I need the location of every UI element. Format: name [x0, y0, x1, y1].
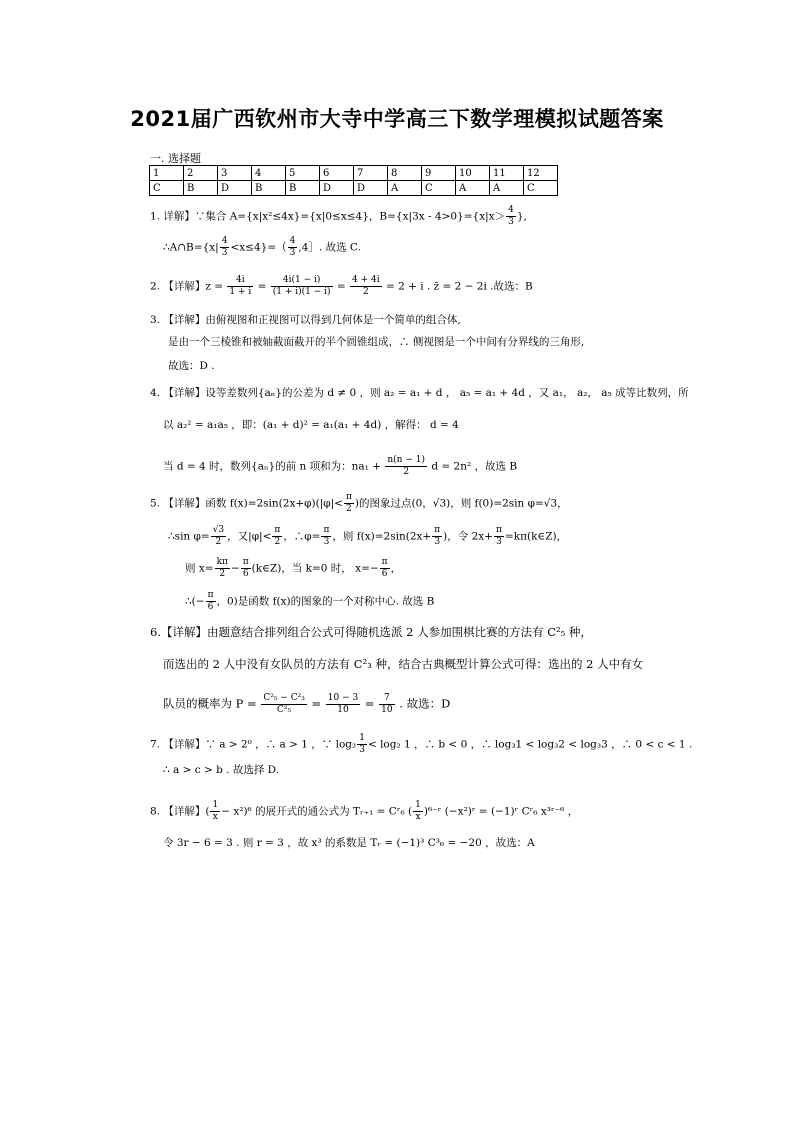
fraction-numerator: √3 [212, 525, 225, 535]
table-cell: 12 [524, 166, 558, 181]
q8-text: )⁶⁻ʳ (−x²)ʳ = (−1)ʳ Cʳ₆ x³ʳ⁻⁶ ， [423, 805, 579, 818]
q6-text: 队员的概率为 P = [163, 696, 257, 711]
fraction-denominator: 3 [359, 745, 365, 755]
fraction [220, 236, 230, 259]
q8-line2: 令 3r − 6 = 3 . 则 r = 3 ，故 x³ 的系数是 Tᵣ = (−1)³ C³₆ = −20 ，故选：A [163, 837, 535, 849]
q4-text: 当 d = 4 时，数列{aₙ}的前 n 项和为：na₁ + [163, 460, 382, 473]
fraction-denominator: (1 + i)(1 − i) [272, 287, 331, 297]
fraction-denominator: C²₅ [277, 705, 292, 715]
q2-text: = [257, 280, 267, 293]
fraction [288, 236, 298, 259]
table-cell: 8 [388, 166, 422, 181]
q1-text: ,4］. 故选 C. [298, 241, 361, 254]
fraction-numerator: 4i [227, 275, 253, 287]
fraction-numerator: π [345, 492, 352, 502]
fraction-numerator: 10 − 3 [327, 693, 359, 703]
q1-text: ∴A∩B={x| [163, 241, 219, 254]
q5-text: ，0)是函数 f(x)的图象的一个对称中心. 故选 B [216, 595, 435, 608]
q5-text: ，则 f(x)=2sin(2x+ [332, 530, 432, 543]
q3-line3: 故选：D . [168, 360, 215, 372]
answer-table [149, 165, 558, 196]
fraction-numerator: π [207, 590, 214, 600]
fraction-denominator: 6 [242, 569, 249, 579]
q4-line1: 4. 【详解】设等差数列{aₙ}的公差为 d ≠ 0 ，则 a₂ = a₁ + d ， a₅ = a₁ + 4d ，又 a₁， a₂， a₅ 成等比数列，所 [150, 387, 689, 399]
q8-line1 [150, 800, 578, 823]
q1-line2 [163, 236, 361, 259]
q3-line2: 是由一个三棱锥和被轴截面截开的半个圆锥组成，∴ 侧视图是一个中间有分界线的三角形, [168, 336, 585, 348]
fraction-numerator: n(n − 1) [387, 455, 425, 465]
fraction [344, 492, 354, 515]
fraction-denominator: 3 [496, 537, 502, 547]
fraction [321, 525, 331, 548]
q3-line1: 3. 【详解】由俯视图和正视图可以得到几何体是一个简单的组合体, [150, 314, 461, 326]
table-cell: C [150, 181, 184, 196]
q5-text: (k∈Z)，当 k=0 时， x=− [251, 562, 379, 575]
fraction [227, 275, 253, 298]
fraction [211, 525, 226, 548]
table-cell: A [456, 181, 490, 196]
fraction-numerator: π [323, 525, 330, 535]
answer-table-number-row [150, 166, 558, 181]
fraction-numerator: kπ [216, 557, 228, 567]
fraction-numerator: 4 [221, 236, 228, 246]
fraction-denominator: 2 [403, 467, 410, 477]
fraction [210, 800, 220, 823]
fraction [413, 800, 423, 823]
q1-text: }, [516, 210, 527, 223]
fraction-denominator: 6 [381, 569, 388, 579]
fraction-denominator: x [212, 812, 218, 822]
q4-text: d = 2n² ，故选 B [431, 460, 518, 473]
fraction [432, 525, 442, 548]
fraction-numerator: π [274, 525, 281, 535]
table-cell: C [524, 181, 558, 196]
q5-line1 [150, 492, 568, 515]
q7-text: 7. 【详解】∵ a > 2⁰ ，∴ a > 1 ，∵ log₂ [150, 738, 357, 751]
q6-line1: 6.【详解】由题意结合排列组合公式可得随机选派 2 人参加围棋比赛的方法有 C²₅ 种， [150, 625, 592, 639]
fraction-denominator: 3 [434, 537, 441, 547]
fraction-denominator: 10 [381, 705, 393, 715]
q2-text: 2. 【详解】z = [150, 280, 224, 293]
fraction [506, 205, 516, 228]
fraction-numerator: 4 [289, 236, 296, 246]
q5-text: ∴(− [185, 595, 205, 608]
fraction [261, 693, 306, 716]
q4-line2: 以 a₂² = a₁a₅ ，即：(a₁ + d)² = a₁(a₁ + 4d) ，解得： d = 4 [163, 419, 459, 431]
fraction-numerator: π [495, 525, 502, 535]
q2-text: = 2 + i . z̄ = 2 − 2i .故选：B [385, 280, 533, 293]
table-cell: A [490, 181, 524, 196]
fraction [241, 557, 251, 580]
table-cell: B [286, 181, 320, 196]
section-heading: 一. 选择题 [150, 152, 201, 165]
fraction-denominator: 3 [221, 248, 228, 258]
fraction-denominator: 6 [207, 602, 214, 612]
table-cell: B [252, 181, 286, 196]
fraction-numerator: 4 + 4i [352, 275, 380, 285]
fraction [385, 455, 427, 478]
table-cell: C [422, 181, 456, 196]
q5-text: ， [390, 562, 402, 575]
q7-line1 [150, 733, 692, 756]
fraction [350, 275, 382, 298]
q7-line2: ∴ a > c > b . 故选择 D. [163, 764, 280, 776]
table-cell: D [320, 181, 354, 196]
table-cell: 10 [456, 166, 490, 181]
q5-line2 [168, 525, 567, 548]
answer-table-answer-row [150, 181, 558, 196]
table-cell: D [218, 181, 252, 196]
fraction [379, 693, 394, 716]
q5-text: )的图象过点(0，√3)，则 f(0)=2sin φ=√3， [354, 497, 568, 510]
q1-text: <x≤4}=（ [230, 241, 287, 254]
fraction [272, 525, 282, 548]
fraction [215, 557, 230, 580]
page-title: 2021届广西钦州市大寺中学高三下数学理模拟试题答案 [130, 107, 664, 131]
fraction-numerator: C²₅ − C²₃ [263, 693, 305, 703]
table-cell: 11 [490, 166, 524, 181]
fraction-numerator: π [381, 557, 388, 567]
fraction [380, 557, 390, 580]
fraction-numerator: 1 [359, 733, 365, 743]
fraction-denominator: 1 + i [229, 287, 252, 297]
fraction-numerator: π [434, 525, 441, 535]
q8-text: 8. 【详解】( [150, 805, 210, 818]
fraction [326, 693, 360, 716]
fraction-numerator: 1 [415, 800, 421, 810]
table-cell: 6 [320, 166, 354, 181]
table-cell: 3 [218, 166, 252, 181]
table-cell: 1 [150, 166, 184, 181]
q4-line3 [163, 455, 517, 478]
fraction-denominator: 2 [219, 569, 226, 579]
q5-text: ∴sin φ= [168, 530, 210, 543]
q5-line3 [185, 557, 401, 580]
fraction-denominator: 3 [508, 217, 514, 227]
table-cell: 9 [422, 166, 456, 181]
q5-text: )，令 2x+ [443, 530, 493, 543]
q5-text: − [230, 562, 240, 575]
q6-line2: 而选出的 2 人中没有女队员的方法有 C²₃ 种，结合古典概型计算公式可得：选出的 2 人中有女 [163, 657, 644, 671]
fraction-numerator: 1 [212, 800, 219, 810]
q2-line1 [150, 275, 533, 298]
q5-text: 5. 【详解】函数 f(x)=2sin(2x+φ)(|φ|< [150, 497, 343, 510]
q1-line1 [150, 205, 527, 228]
fraction [494, 525, 504, 548]
fraction-denominator: 10 [337, 705, 349, 715]
q6-text: . 故选：D [399, 696, 451, 711]
fraction-numerator: 4 [508, 205, 514, 215]
fraction [206, 590, 216, 613]
table-cell: 7 [354, 166, 388, 181]
fraction-denominator: 2 [346, 504, 352, 514]
table-cell: D [354, 181, 388, 196]
q1-text: 1. 详解】∵集合 A={x|x²≤4x}={x|0≤x≤4}，B={x|3x - 4>0}={x|x＞ [150, 210, 506, 223]
q5-text: ，又|φ|< [227, 530, 272, 543]
fraction-numerator: π [242, 557, 249, 567]
fraction-denominator: 3 [323, 537, 330, 547]
q5-text: ，∴φ= [283, 530, 321, 543]
q2-text: = [336, 280, 346, 293]
table-cell: 5 [286, 166, 320, 181]
table-cell: B [184, 181, 218, 196]
fraction-numerator: 4i(1 − i) [271, 275, 333, 287]
table-cell: 4 [252, 166, 286, 181]
q5-text: 则 x= [185, 562, 214, 575]
q6-text: = [364, 696, 375, 711]
q6-text: = [311, 696, 322, 711]
fraction-denominator: x [415, 812, 421, 822]
fraction [357, 733, 367, 756]
q5-text: =kπ(k∈Z)， [504, 530, 568, 543]
fraction [271, 275, 333, 298]
fraction-numerator: 7 [379, 693, 394, 705]
q8-text: − x²)⁶ 的展开式的通公式为 Tᵣ₊₁ = Cʳ₆ ( [221, 805, 413, 818]
q6-line3 [163, 693, 450, 716]
fraction-denominator: 3 [289, 248, 296, 258]
fraction-denominator: 2 [362, 287, 369, 297]
table-cell: 2 [184, 166, 218, 181]
fraction-denominator: 2 [215, 537, 222, 547]
fraction-denominator: 2 [274, 537, 281, 547]
table-cell: A [388, 181, 422, 196]
q7-text: < log₂ 1 ，∴ b < 0 ，∴ log₃1 < log₃2 < log₃3 ，∴ 0 < c < 1 . [367, 738, 693, 751]
q5-line4 [185, 590, 434, 613]
